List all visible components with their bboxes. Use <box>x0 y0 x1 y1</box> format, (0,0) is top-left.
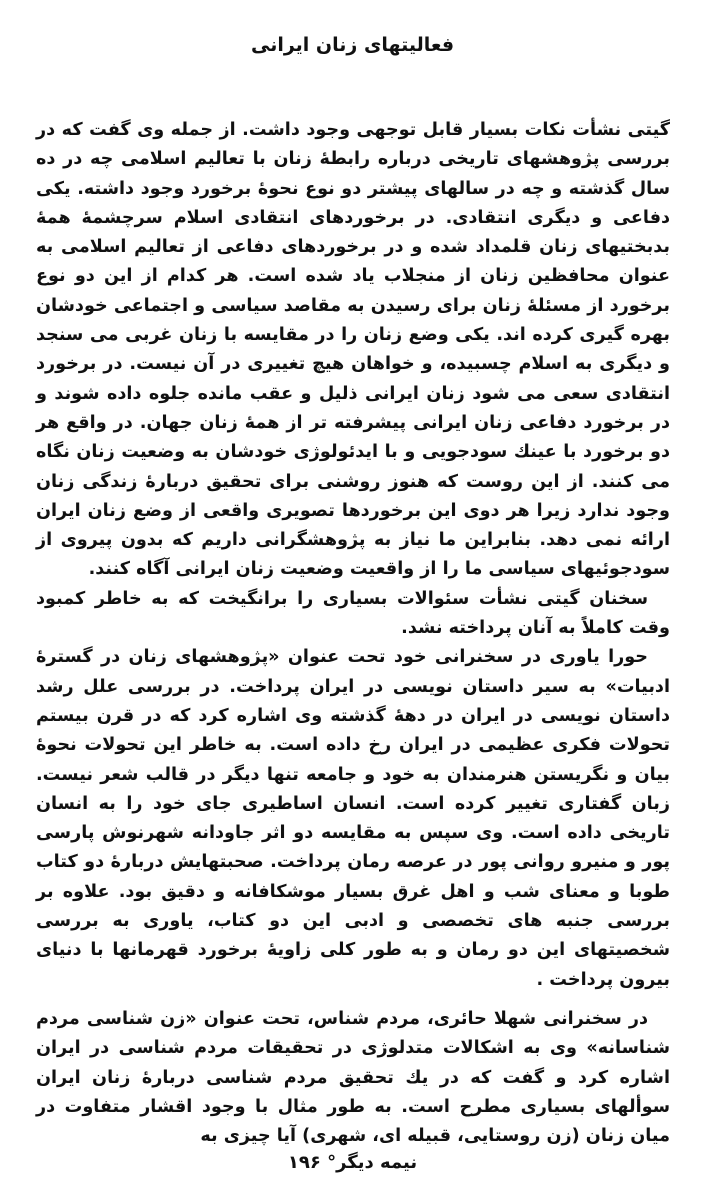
article-body <box>36 116 670 1151</box>
paragraph-houra-yavari: حورا یاوری در سخنرانی خود تحت عنوان «پژوهشهای زنان در گسترهٔ ادبیات» به سیر داستان نویسی در ایران پرداخت. در بررسی علل رشد داستان نویسی در ایران در دههٔ گذشته وی اشاره کرد که در قرن بیستم تحولات فکری عظیمی در ایران رخ داده است. به خاطر این تحولات نحوهٔ بیان و نگریستن هنرمندان به خود و جامعه تنها دیگر در قالب شعر نیست. زبان گفتاری تغییر کرده است. انسان اساطیری جای خود را به انسان تاریخی داده است. وی سپس به مقایسه دو اثر جاودانه شهرنوش پارسی پور و منیرو روانی پور در عرصه رمان پرداخت. صحبتهایش دربارهٔ دو کتاب طوبا و معنای شب و اهل غرق بسیار موشکافانه و دقیق بود. علاوه بر بررسی جنبه های تخصصی و ادبی این دو کتاب، یاوری به بررسی شخصیتهای این دو رمان و به طور کلی زاویهٔ برخورد قهرمانها با دنیای بیرون پرداخت . <box>36 647 670 990</box>
paragraph-gap <box>36 995 670 1005</box>
paragraph-shahla-haeri: در سخنرانی شهلا حائری، مردم شناس، تحت عنوان «زن شناسی مردم شناسانه» وی به اشکالات متدلوژی در تحقیقات مردم شناسی در ایران اشاره کرد و گفت که در یك تحقیق مردم شناسی دربارهٔ زنان ایران سوألهای بسیاری مطرح است. به طور مثال با وجود اقشار متفاوت در میان زنان (زن روستایی، قبیله ای، شهری) آیا چیزی به <box>36 1008 670 1147</box>
paragraph-questions: سخنان گیتی نشأت سئوالات بسیاری را برانگیخت که به خاطر کمبود وقت کاملاً به آنان پرداخته نشد. <box>36 588 670 639</box>
page-footer: نیمه دیگر° ۱۹۶ <box>287 1152 418 1173</box>
paragraph-gitti-neshat: گیتی نشأت نکات بسیار قابل توجهی وجود داشت. از جمله وی گفت که در بررسی پژوهشهای تاریخی درباره رابطهٔ زنان با تعالیم اسلامی چه در ده سال گذشته و چه در سالهای پیشتر دو نوع نحوهٔ برخورد وجود داشته. یکی دفاعی و دیگری انتقادی. در برخوردهای انتقادی اسلام سرچشمهٔ همهٔ بدبختیهای زنان قلمداد شده و در برخوردهای دفاعی از تعالیم اسلامی به عنوان محافظین زنان از منجلاب یاد شده است. هر کدام از این دو نوع برخورد از مسئلهٔ زنان برای رسیدن به مقاصد سیاسی و اجتماعی خودشان بهره گیری کرده اند. یکی وضع زنان را در مقایسه با زنان غربی می سنجد و دیگری به اسلام چسبیده، و خواهان هیچ تغییری در آن نیست. در برخورد انتقادی سعی می شود زنان ایرانی ذلیل و عقب مانده جلوه داده شوند و در برخورد دفاعی زنان ایرانی پیشرفته تر از همهٔ زنان جهان. در واقع هر دو برخورد با عینك سودجویی و با ایدئولوژی خودشان به وضعیت زنان نگاه می کنند. از این روست که هنوز روشنی برای تحقیق دربارهٔ زندگی زنان وجود ندارد زیرا هر دوی این برخوردها تصویری واقعی از وضع زنان ایران ارائه نمی دهد. بنابراین ما نیاز به پژوهشگرانی داریم که بدون پیروی از سودجوئیهای سیاسی ما را از واقعیت وضعیت زنان ایرانی آگاه کنند. <box>36 120 670 580</box>
page-title: فعالیتهای زنان ایرانی <box>250 34 455 56</box>
